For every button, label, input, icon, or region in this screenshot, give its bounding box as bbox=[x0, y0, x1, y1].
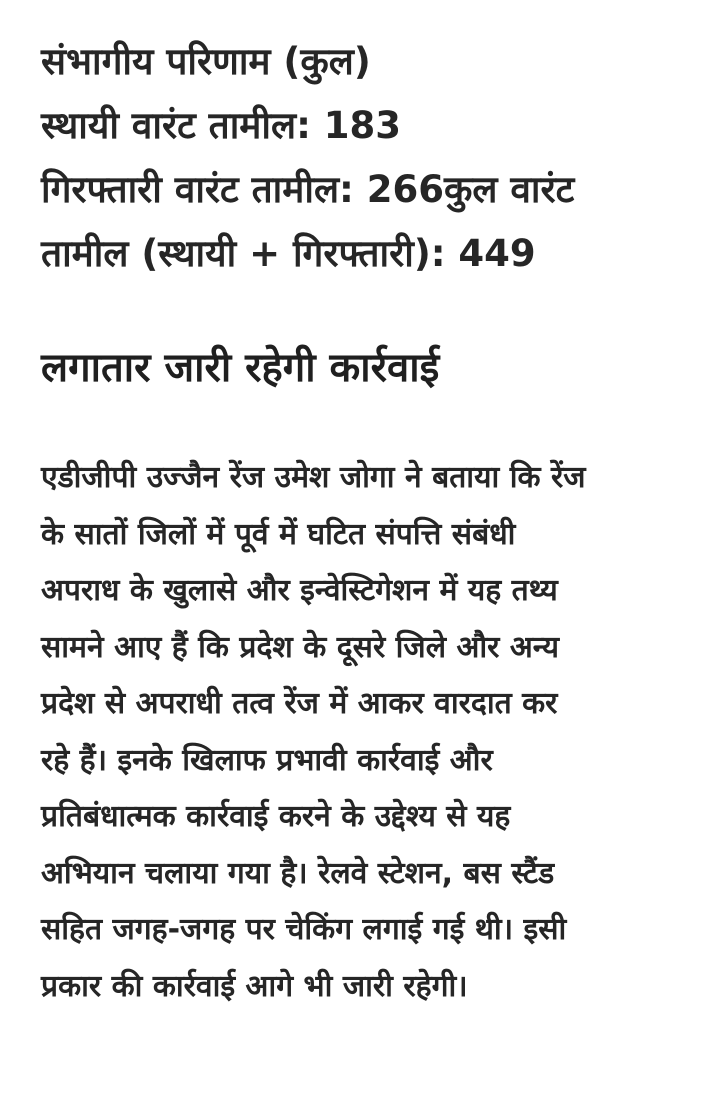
article-paragraph bbox=[41, 450, 691, 1015]
division-results-summary bbox=[41, 30, 691, 286]
paragraph-line: रहे हैं। इनके खिलाफ प्रभावी कार्रवाई और bbox=[41, 742, 493, 778]
paragraph-line: सामने आए हैं कि प्रदेश के दूसरे जिले और अन्य bbox=[41, 629, 560, 665]
paragraph-line: अपराध के खुलासे और इन्वेस्टिगेशन में यह तथ्य bbox=[41, 573, 558, 608]
total-warrants-label: कुल वारंट bbox=[443, 168, 575, 211]
paragraph-line: प्रदेश से अपराधी तत्व रेंज में आकर वारदात कर bbox=[41, 686, 558, 721]
paragraph-line: एडीजीपी उज्जैन रेंज उमेश जोगा ने बताया कि रेंज bbox=[41, 460, 586, 495]
paragraph-line: प्रतिबंधात्मक कार्रवाई करने के उद्देश्य से यह bbox=[41, 799, 511, 834]
total-warrants-stat: तामील (स्थायी + गिरफ्तारी): 449 bbox=[41, 232, 536, 275]
paragraph-line: अभियान चलाया गया है। रेलवे स्टेशन, बस स्टैंड bbox=[41, 855, 555, 891]
paragraph-line: प्रकार की कार्रवाई आगे भी जारी रहेगी। bbox=[41, 968, 468, 1004]
arrest-warrants-line bbox=[41, 158, 691, 222]
permanent-warrants-stat: स्थायी वारंट तामील: 183 bbox=[41, 104, 401, 147]
results-title: संभागीय परिणाम (कुल) bbox=[41, 40, 371, 83]
paragraph-line: के सातों जिलों में पूर्व में घटित संपत्ति संबंधी bbox=[41, 516, 516, 552]
section-heading: लगातार जारी रहेगी कार्रवाई bbox=[41, 345, 440, 391]
article bbox=[41, 30, 691, 1015]
arrest-warrants-stat: गिरफ्तारी वारंट तामील: 266 bbox=[41, 168, 444, 211]
paragraph-line: सहित जगह-जगह पर चेकिंग लगाई गई थी। इसी bbox=[41, 912, 567, 947]
